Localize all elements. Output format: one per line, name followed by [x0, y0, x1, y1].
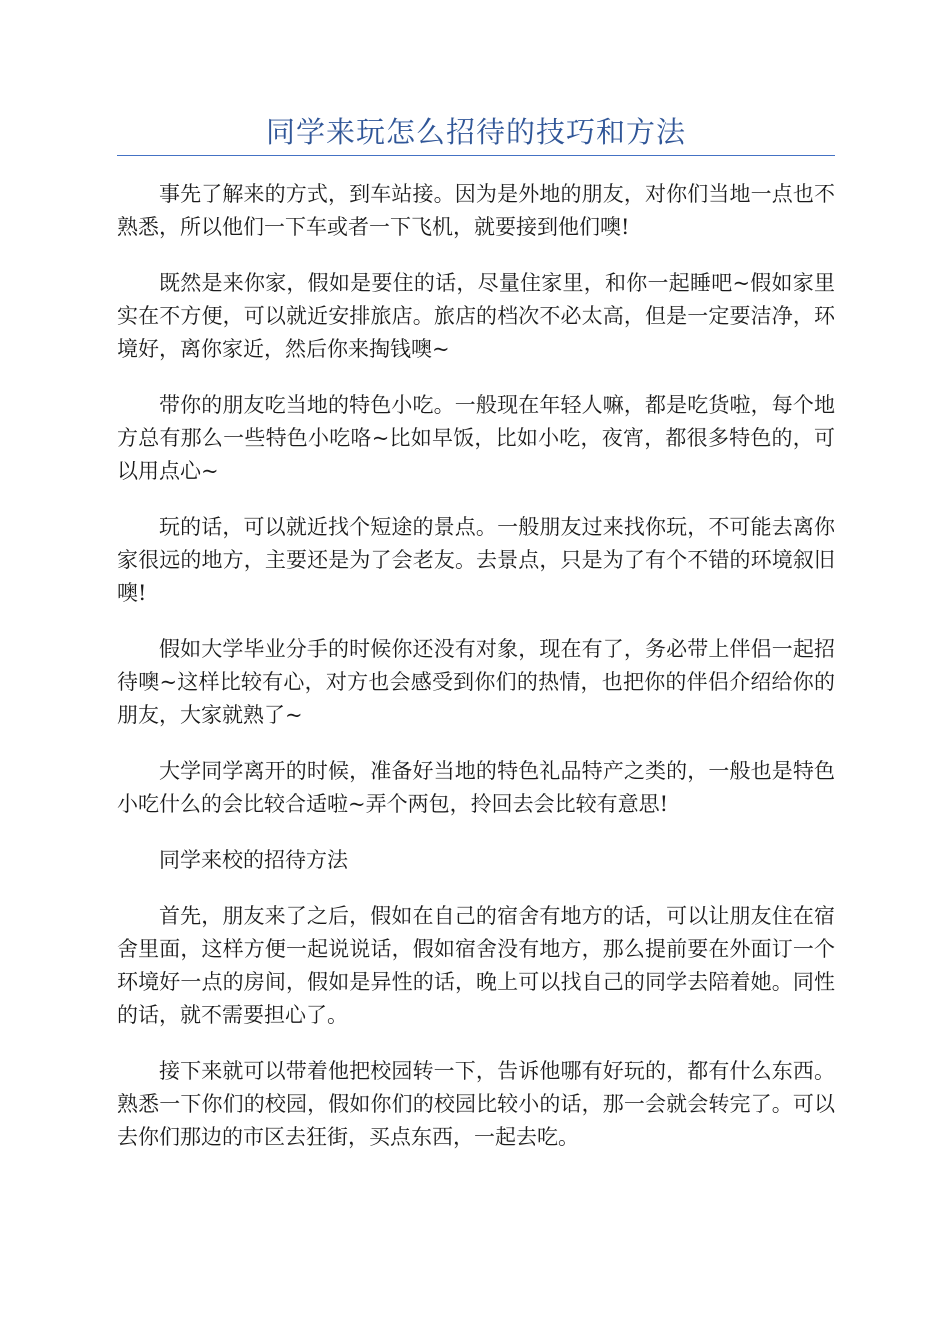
paragraph-2: 既然是来你家，假如是要住的话，尽量住家里，和你一起睡吧~假如家里实在不方便，可以就近安排旅店。旅店的档次不必太高，但是一定要洁净，环境好，离你家近，然后你来掏钱噢~ [117, 271, 835, 361]
paragraph-6: 大学同学离开的时候，准备好当地的特色礼品特产之类的，一般也是特色小吃什么的会比较合适啦~弄个两包，拎回去会比较有意思! [117, 759, 835, 816]
title-underline [117, 155, 835, 156]
paragraph-4: 玩的话，可以就近找个短途的景点。一般朋友过来找你玩，不可能去离你家很远的地方，主要还是为了会老友。去景点，只是为了有个不错的环境叙旧噢! [117, 515, 835, 605]
section-heading: 同学来校的招待方法 [159, 848, 348, 872]
document-title: 同学来玩怎么招待的技巧和方法 [265, 115, 686, 149]
paragraph-8: 接下来就可以带着他把校园转一下，告诉他哪有好玩的，都有什么东西。熟悉一下你们的校园，假如你们的校园比较小的话，那一会就会转完了。可以去你们那边的市区去狂街，买点东西，一起去吃。 [117, 1059, 835, 1149]
document-body [117, 178, 835, 1177]
paragraph-1: 事先了解来的方式，到车站接。因为是外地的朋友，对你们当地一点也不熟悉，所以他们一下车或者一下飞机，就要接到他们噢! [117, 182, 835, 239]
paragraph-5: 假如大学毕业分手的时候你还没有对象，现在有了，务必带上伴侣一起招待噢~这样比较有心，对方也会感受到你们的热情，也把你的伴侣介绍给你的朋友，大家就熟了~ [117, 637, 835, 727]
paragraph-7: 首先，朋友来了之后，假如在自己的宿舍有地方的话，可以让朋友住在宿舍里面，这样方便一起说说话，假如宿舍没有地方，那么提前要在外面订一个环境好一点的房间，假如是异性的话，晚上可以找自己的同学去陪着她。同性的话，就不需要担心了。 [117, 904, 835, 1027]
paragraph-3: 带你的朋友吃当地的特色小吃。一般现在年轻人嘛，都是吃货啦，每个地方总有那么一些特色小吃咯~比如早饭，比如小吃，夜宵，都很多特色的，可以用点心~ [117, 393, 835, 483]
